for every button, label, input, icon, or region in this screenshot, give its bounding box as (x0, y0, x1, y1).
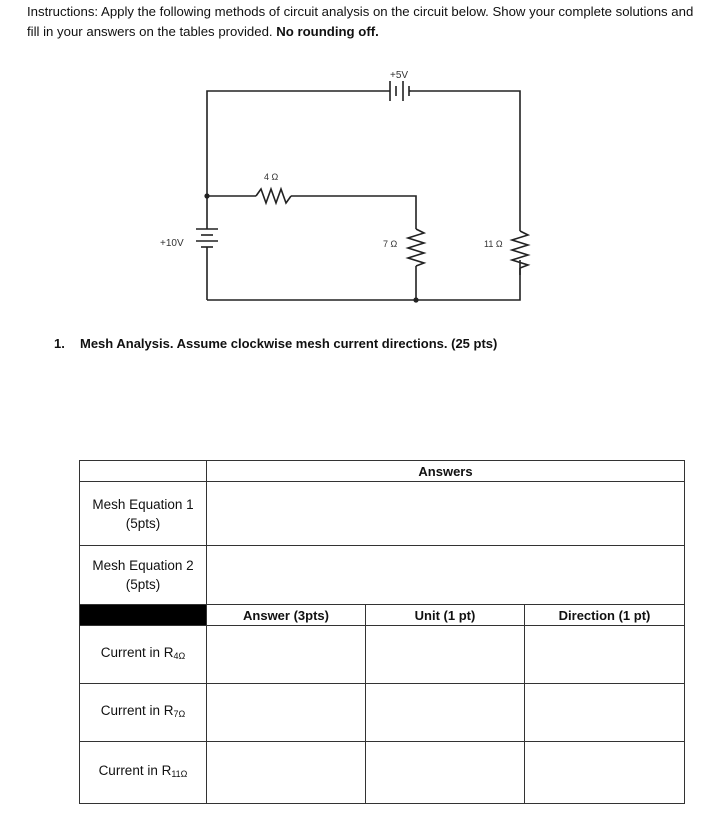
table-row (80, 684, 685, 742)
answer-table (79, 460, 685, 804)
mesh1-label: Mesh Equation 1 (92, 496, 194, 512)
mesh2-row (80, 546, 685, 605)
label-5v: +5V (390, 70, 409, 81)
wire-top-right (411, 91, 520, 231)
wire-left-top (207, 91, 390, 229)
answer-cell-r4[interactable] (207, 626, 366, 684)
answers-header: Answers (207, 461, 685, 482)
mesh2-pts: (5pts) (125, 577, 161, 592)
row-label-r11: Current in $R_{11\Omega}$ (80, 742, 207, 804)
label-10v: +10V (160, 238, 184, 249)
resistor-11-ohm (512, 231, 528, 268)
junction-bottom (413, 297, 418, 302)
table-row (80, 626, 685, 684)
circuit-diagram (0, 0, 710, 330)
col-answer-header: Answer (3pts) (207, 605, 366, 626)
mesh1-answer-cell[interactable] (207, 482, 685, 546)
mesh2-label-cell (80, 546, 207, 605)
direction-cell-r4[interactable] (525, 626, 685, 684)
column-header-row (80, 605, 685, 626)
mesh2-answer-cell[interactable] (207, 546, 685, 605)
mesh1-row (80, 482, 685, 546)
table-row (80, 742, 685, 804)
label-r11: 11 Ω (484, 239, 503, 249)
resistor-7-ohm (408, 229, 424, 266)
answer-cell-r11[interactable] (207, 742, 366, 804)
instructions-text: Instructions: Apply the following methods of circuit analysis on the circuit below. Show your complete solutions and fill in your answers on the tables provided. (27, 4, 694, 39)
col-unit-header: Unit (1 pt) (366, 605, 525, 626)
table-header-row (80, 461, 685, 482)
direction-cell-r11[interactable] (525, 742, 685, 804)
mesh2-label: Mesh Equation 2 (92, 558, 194, 573)
question-number: 1. (54, 336, 65, 351)
header-empty-cell (80, 461, 207, 482)
unit-cell-r4[interactable] (366, 626, 525, 684)
unit-cell-r11[interactable] (366, 742, 525, 804)
resistor-4-ohm (256, 189, 291, 203)
label-r7: 7 Ω (383, 239, 398, 249)
col-direction-header: Direction (1 pt) (525, 605, 685, 626)
question-text: Mesh Analysis. Assume clockwise mesh current directions. (25 pts) (80, 336, 498, 351)
label-r4: 4 Ω (264, 172, 279, 182)
direction-cell-r7[interactable] (525, 684, 685, 742)
row-label-r4: Current in $R_{4\Omega}$ (80, 626, 207, 684)
junction-left (204, 193, 209, 198)
instructions-bold: No rounding off. (276, 24, 379, 39)
row-label-r7: Current in $R_{7\Omega}$ (80, 684, 207, 742)
question-heading (54, 336, 497, 351)
wire-right-bottom (207, 260, 520, 300)
mesh1-pts: (5pts) (125, 515, 161, 531)
unit-cell-r7[interactable] (366, 684, 525, 742)
mesh1-label-cell (80, 482, 207, 546)
answer-cell-r7[interactable] (207, 684, 366, 742)
black-header-cell (80, 605, 207, 626)
